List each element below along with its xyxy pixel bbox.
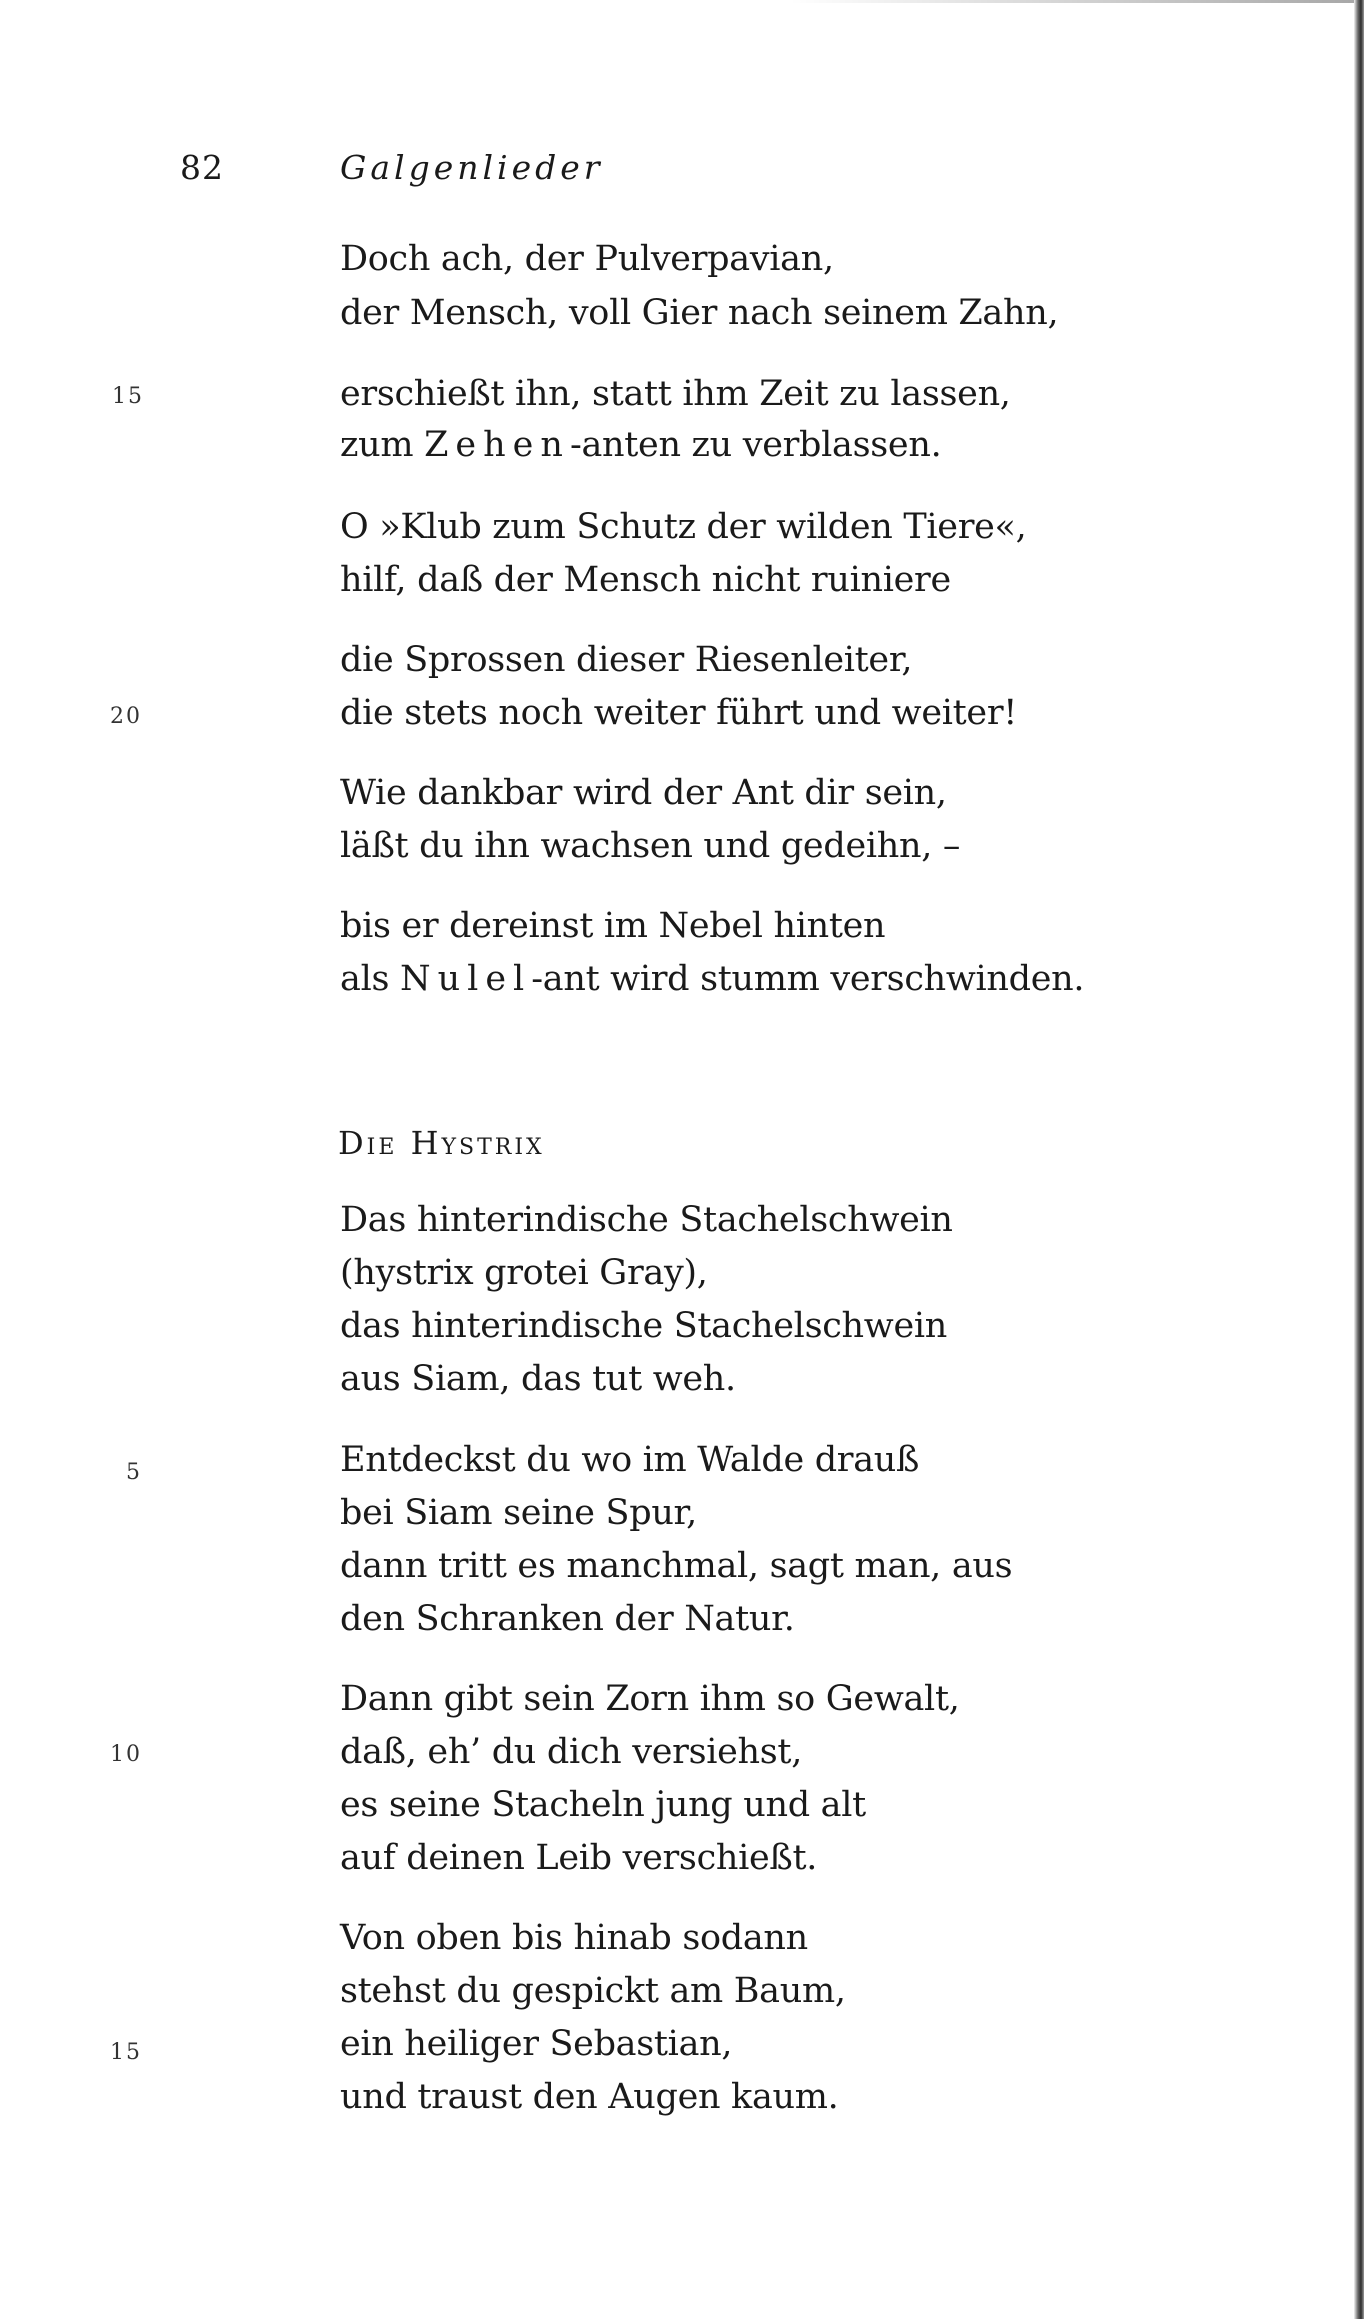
line-number: 10 <box>110 1742 142 1767</box>
page-top-shadow <box>790 0 1364 3</box>
poem-line: dann tritt es manchmal, sagt man, aus <box>340 1546 1013 1586</box>
poem-line: Entdeckst du wo im Walde drauß <box>340 1440 920 1480</box>
running-title: Galgenlieder <box>340 148 604 187</box>
page-number: 82 <box>180 148 224 187</box>
page-edge-shadow <box>1354 0 1364 2319</box>
poem-title: Die Hystrix <box>338 1124 545 1162</box>
poem-line: Doch ach, der Pulverpavian, <box>340 239 834 279</box>
poem-line: läßt du ihn wachsen und gedeihn, – <box>340 826 961 866</box>
poem-line: bei Siam seine Spur, <box>340 1493 697 1533</box>
poem-line <box>340 425 942 465</box>
poem-line: bis er dereinst im Nebel hinten <box>340 906 886 946</box>
poem-line: und traust den Augen kaum. <box>340 2077 839 2117</box>
poem-line: Das hinterindische Stachelschwein <box>340 1200 953 1240</box>
line-number: 5 <box>126 1460 142 1485</box>
poem-line: Von oben bis hinab sodann <box>340 1918 808 1958</box>
poem-line-part: -ant wird stumm verschwinden. <box>531 959 1085 999</box>
poem-line-part: als <box>340 959 400 999</box>
poem-line: Wie dankbar wird der Ant dir sein, <box>340 773 947 813</box>
spaced-word: Zehen <box>424 425 570 465</box>
poem-line-part: -anten zu verblassen. <box>569 425 942 465</box>
poem-line: den Schranken der Natur. <box>340 1599 795 1639</box>
spaced-word: Nulel <box>399 959 532 999</box>
poem-line: aus Siam, das tut weh. <box>340 1359 736 1399</box>
poem-line: hilf, daß der Mensch nicht ruiniere <box>340 560 951 600</box>
poem-line: das hinterindische Stachelschwein <box>340 1306 947 1346</box>
poem-line: daß, eh’ du dich versiehst, <box>340 1732 803 1772</box>
poem-line: (hystrix grotei Gray), <box>340 1253 708 1293</box>
poem-line <box>340 959 1085 999</box>
line-number: 15 <box>110 2040 142 2065</box>
poem-line: erschießt ihn, statt ihm Zeit zu lassen, <box>340 374 1011 414</box>
line-number: 15 <box>112 384 144 409</box>
poem-line-part: zum <box>340 425 425 465</box>
poem-line: O »Klub zum Schutz der wilden Tiere«, <box>340 507 1027 547</box>
poem-line: der Mensch, voll Gier nach seinem Zahn, <box>340 293 1059 333</box>
poem-line: auf deinen Leib verschießt. <box>340 1838 818 1878</box>
poem-line: es seine Stacheln jung und alt <box>340 1785 866 1825</box>
poem-line: die Sprossen dieser Riesenleiter, <box>340 640 913 680</box>
poem-line: ein heiliger Sebastian, <box>340 2024 733 2064</box>
poem-line: die stets noch weiter führt und weiter! <box>340 693 1018 733</box>
poem-line: Dann gibt sein Zorn ihm so Gewalt, <box>340 1679 960 1719</box>
line-number: 20 <box>110 704 142 729</box>
poem-line: stehst du gespickt am Baum, <box>340 1971 846 2011</box>
